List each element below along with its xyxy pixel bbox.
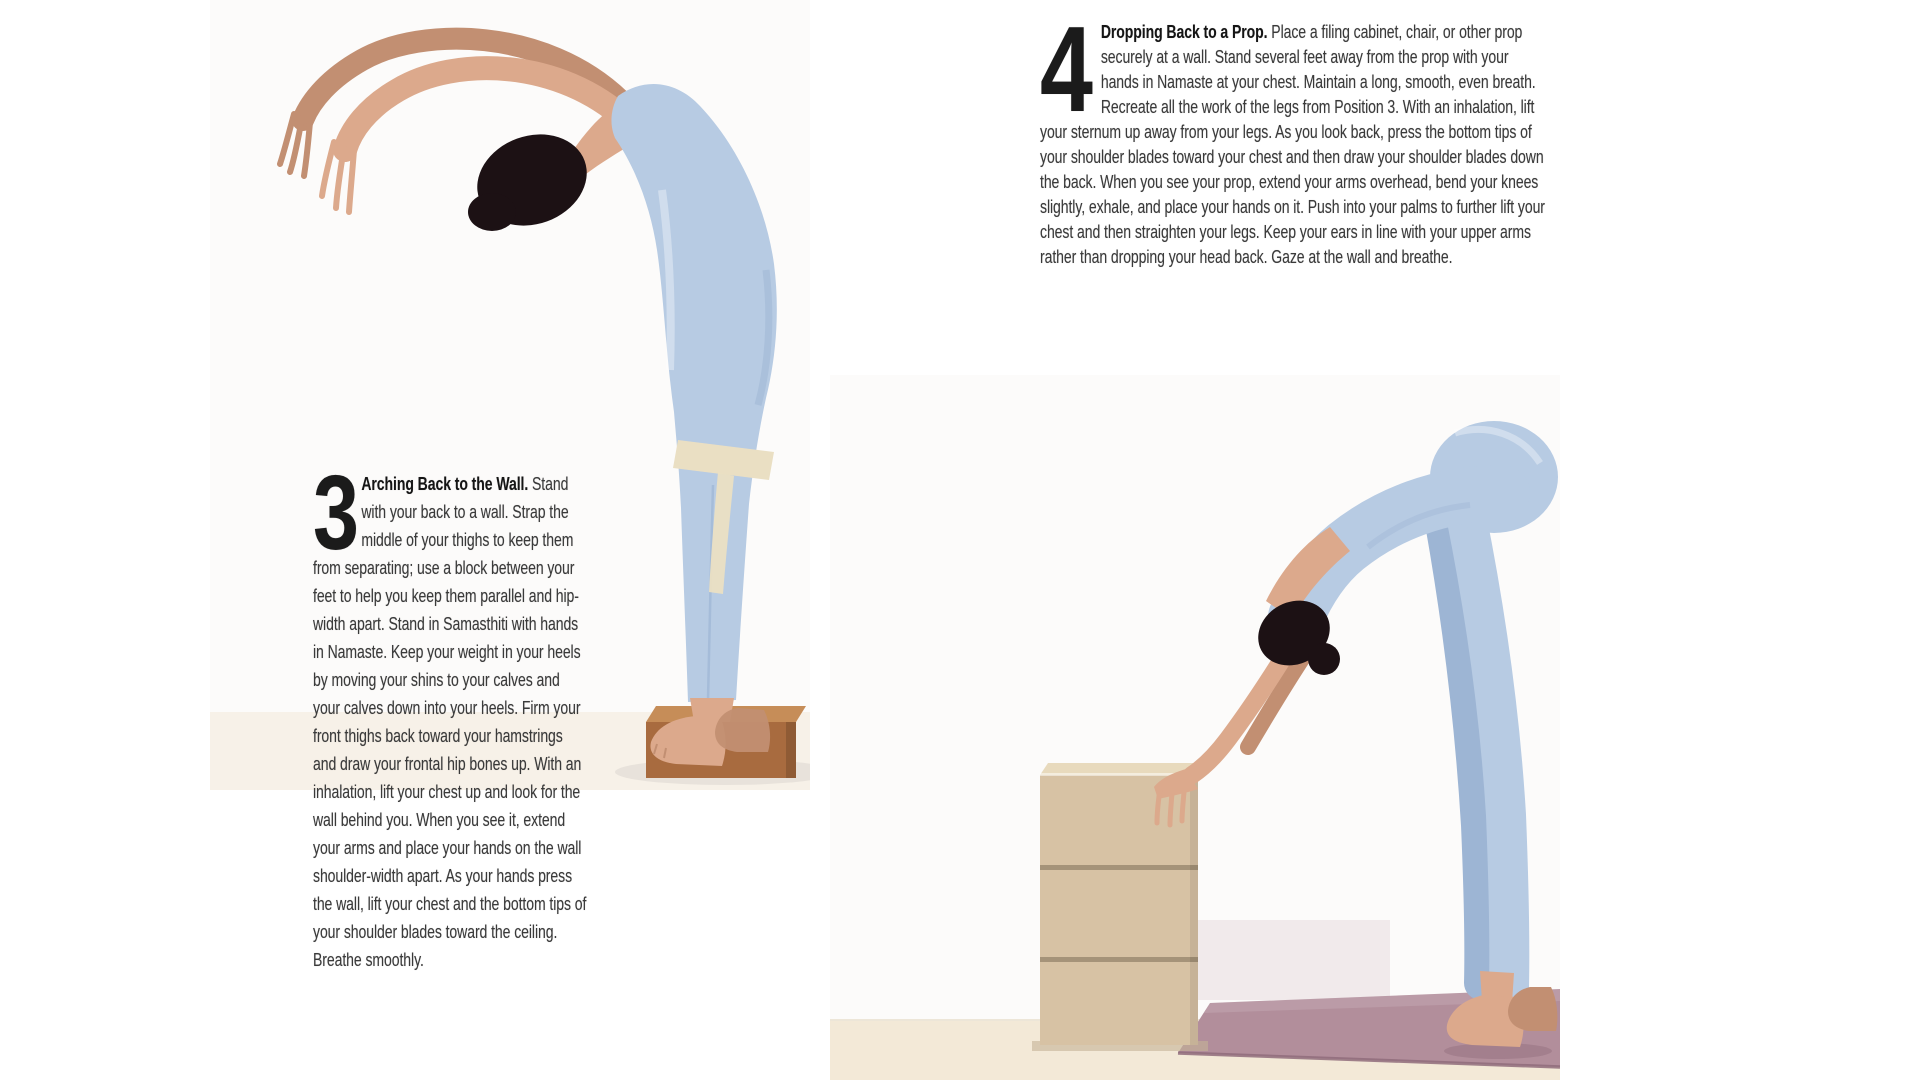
step-3-body: Stand with your back to a wall. Strap the middle of your thighs to keep them from separating; use a block between your feet to help you keep them parallel and hip-width apart. Stand in Samasthiti with hands in Namaste. Keep your weight in your heels by moving your shins to your calves and your calves down into your heels. Firm your front thighs back toward your hamstrings and draw your frontal hip bones up. With an inhalation, lift your chest up and look for the wall behind you. When you see it, extend your arms and place your hands on the wall shoulder-width apart. As your hands press the wall, lift your chest and the bottom tips of your shoulder blades toward the ceiling. Breathe smoothly. [313,474,587,970]
photo-dropping-back [830,375,1560,1080]
step-4-body: Place a filing cabinet, chair, or other prop securely at a wall. Stand several feet away from the prop with your hands in Namaste at your chest. Maintain a long, smooth, even breath. Recreate all the work of the legs from Position 3. With an inhalation, lift your sternum up away from your legs. As you look back, press the bottom tips of your shoulder blades toward your chest and then draw your shoulder blades down the back. When you see your prop, extend your arms overhead, bend your knees slightly, exhale, and place your hands on it. Push into your palms to further lift your chest and then straighten your legs. Keep your ears in line with your upper arms rather than dropping your head back. Gaze at the wall and breathe. [1040,22,1545,267]
box-seam-lower [1040,957,1198,962]
dropping-back-illustration [830,375,1560,1080]
box-seam-upper [1040,865,1198,870]
hair-bun [468,193,516,231]
step-4-instructions [1040,1,1547,270]
step-3-title: Arching Back to the Wall. [361,474,529,494]
wooden-boxes [1040,775,1198,1045]
step-4-title: Dropping Back to a Prop. [1100,22,1268,42]
step-4-number: 4 [1040,1,1091,137]
block-edge-shade [786,722,796,778]
box-right-shade [1190,775,1198,1045]
step-3-number: 3 [313,454,358,572]
hair-bun [1308,643,1340,675]
step-4-paragraph [1040,1,1547,270]
step-3-instructions [313,454,588,974]
step-3-paragraph [313,454,588,974]
